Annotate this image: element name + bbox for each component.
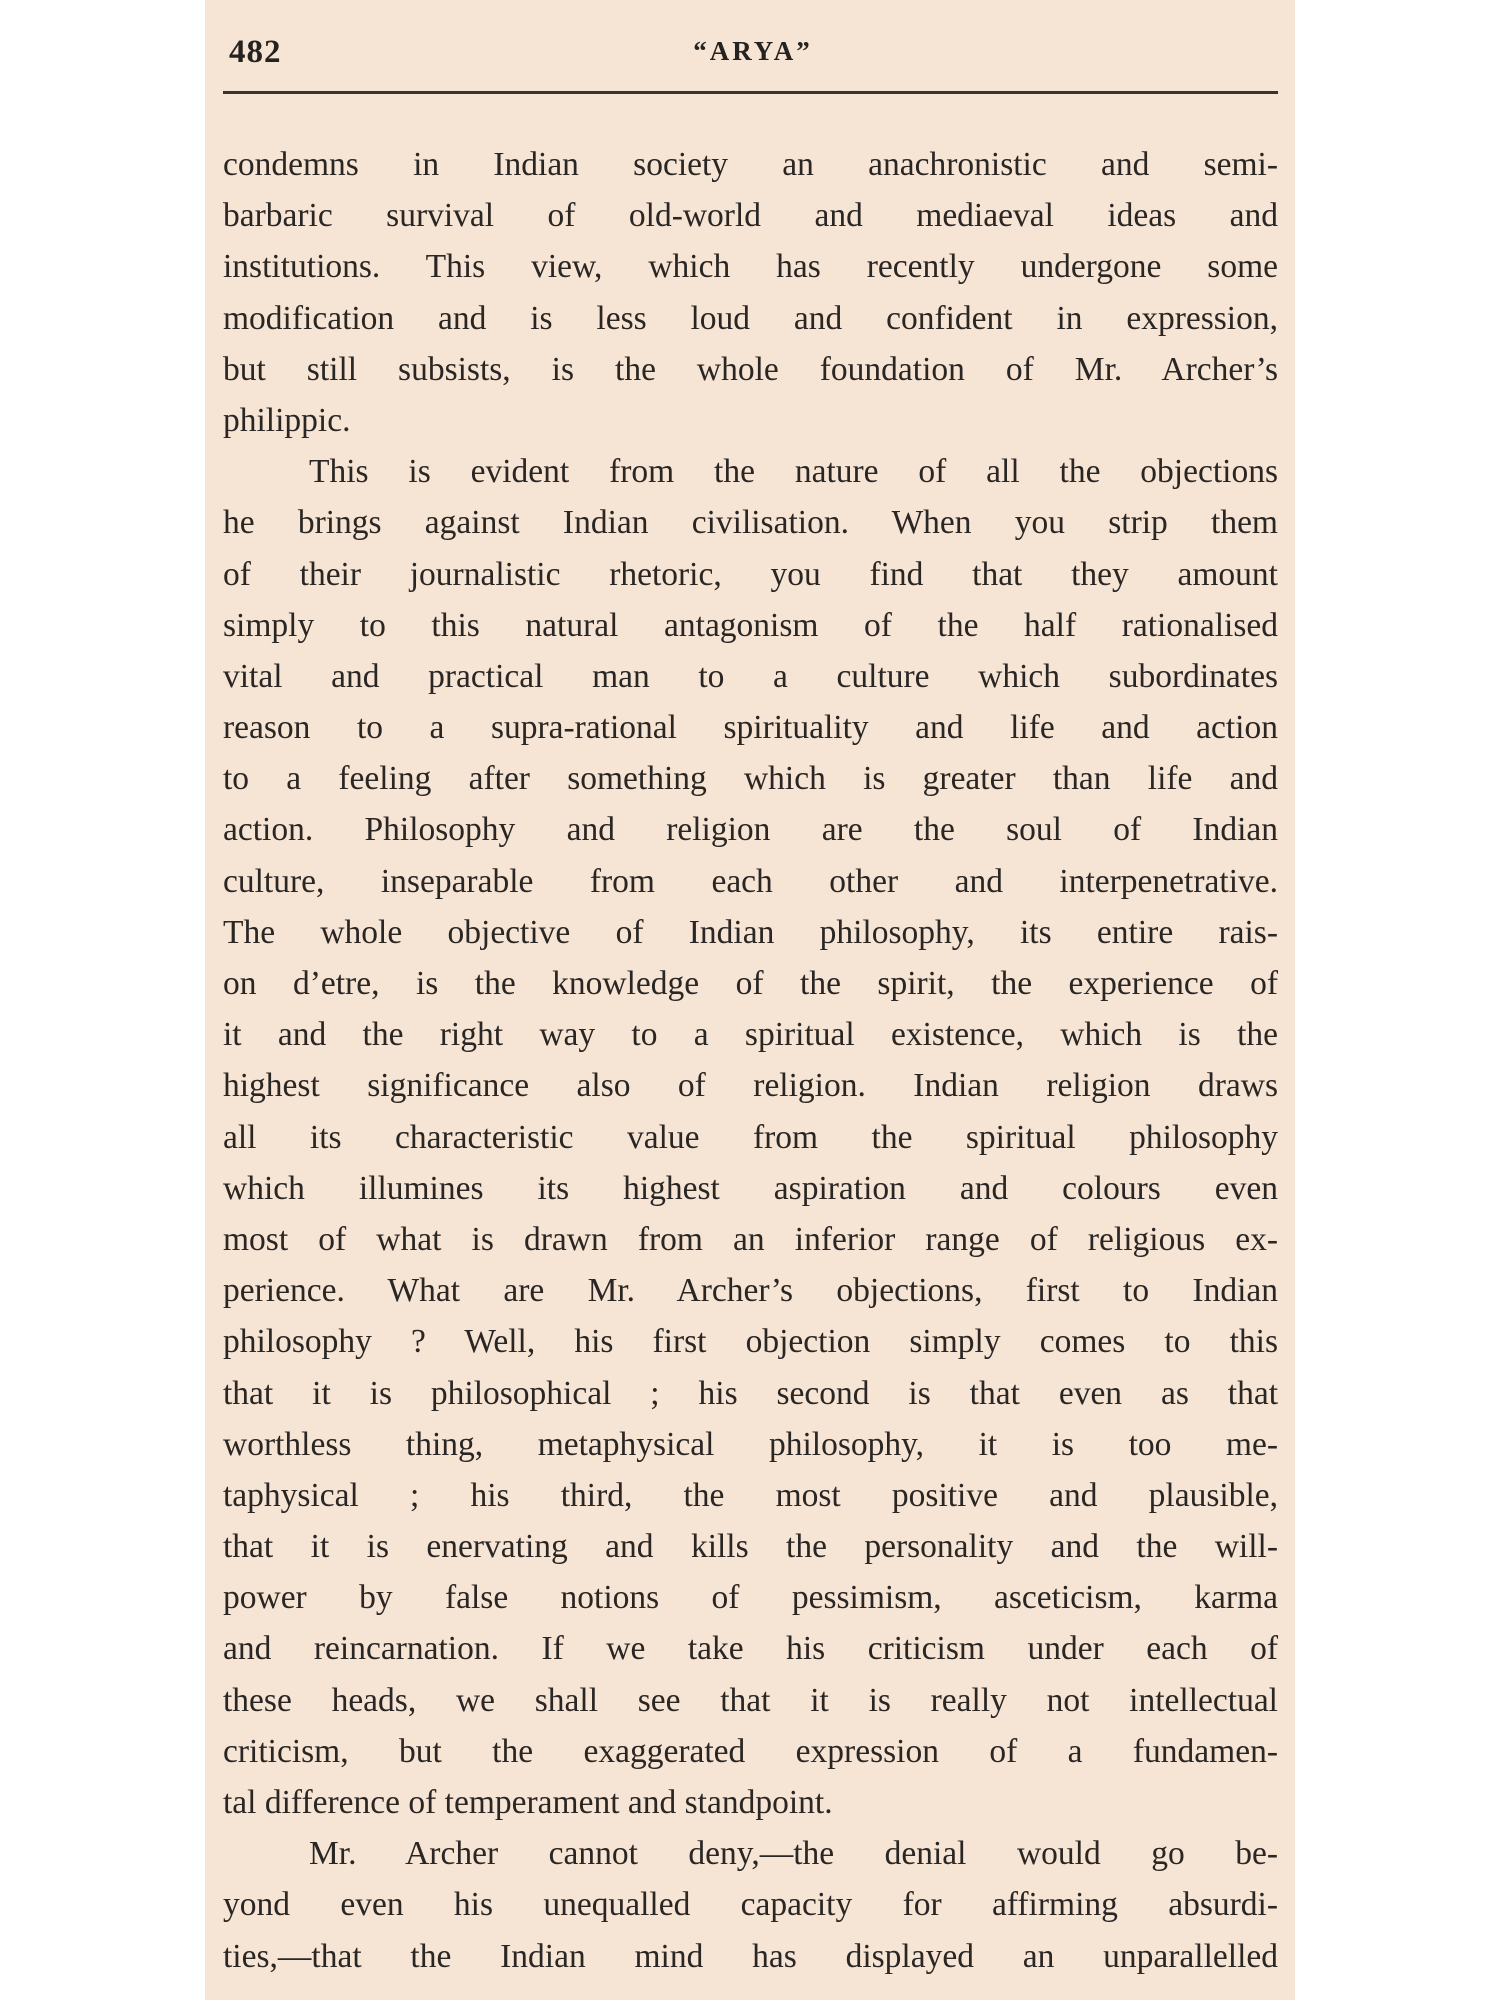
- book-page: [205, 0, 1295, 2000]
- text-line: criticism, but the exaggerated expression of a fundamen-: [223, 1732, 1278, 1770]
- text-line-indented: [223, 1828, 1278, 1879]
- text-line: reason to a supra-rational spirituality and life and action: [223, 709, 1278, 747]
- text-line: highest significance also of religion. Indian religion draws: [223, 1067, 1278, 1105]
- text-line: that it is enervating and kills the personality and the will-: [223, 1528, 1278, 1566]
- text-line: yond even his unequalled capacity for affirming absurdi-: [223, 1886, 1278, 1924]
- text-line: taphysical ; his third, the most positive and plausible,: [223, 1476, 1278, 1514]
- text-line: barbaric survival of old-world and mediaeval ideas and: [223, 197, 1278, 235]
- text-line: perience. What are Mr. Archer’s objections, first to Indian: [223, 1272, 1278, 1310]
- text-line: and reincarnation. If we take his criticism under each of: [223, 1630, 1278, 1668]
- text-line-content: This is evident from the nature of all the objections: [309, 453, 1278, 491]
- header-rule: [223, 91, 1278, 94]
- text-line: all its characteristic value from the spiritual philosophy: [223, 1118, 1278, 1156]
- text-line: philosophy ? Well, his first objection simply comes to this: [223, 1323, 1278, 1361]
- text-line: to a feeling after something which is greater than life and: [223, 760, 1278, 798]
- text-line: condemns in Indian society an anachronistic and semi-: [223, 146, 1278, 183]
- body-text: [223, 139, 1278, 1982]
- text-line: which illumines its highest aspiration and colours even: [223, 1169, 1278, 1207]
- text-line: on d’etre, is the knowledge of the spirit, the experience of: [223, 965, 1278, 1002]
- text-line: power by false notions of pessimism, asceticism, karma: [223, 1579, 1278, 1617]
- text-line: that it is philosophical ; his second is that even as that: [223, 1374, 1278, 1412]
- text-line: worthless thing, metaphysical philosophy, it is too me-: [223, 1425, 1278, 1463]
- text-line: simply to this natural antagonism of the half rationalised: [223, 606, 1278, 644]
- running-title: “ARYA”: [693, 36, 813, 66]
- text-line: most of what is drawn from an inferior range of religious ex-: [223, 1220, 1278, 1258]
- page-number: 482: [229, 34, 282, 70]
- text-line: tal difference of temperament and standpoint.: [223, 1784, 833, 1821]
- text-line-content: Mr. Archer cannot deny,—the denial would go be-: [309, 1835, 1278, 1873]
- text-line: The whole objective of Indian philosophy, its entire rais-: [223, 913, 1278, 951]
- text-line: he brings against Indian civilisation. When you strip them: [223, 504, 1278, 542]
- text-line: but still subsists, is the whole foundation of Mr. Archer’s: [223, 350, 1278, 388]
- text-line-indented: [223, 446, 1278, 497]
- text-line: culture, inseparable from each other and interpenetrative.: [223, 862, 1278, 900]
- text-line: it and the right way to a spiritual existence, which is the: [223, 1016, 1278, 1054]
- text-line: vital and practical man to a culture which subordinates: [223, 657, 1278, 695]
- text-line: of their journalistic rhetoric, you find that they amount: [223, 555, 1278, 593]
- page-header: [223, 30, 1283, 70]
- text-line: these heads, we shall see that it is really not intellectual: [223, 1681, 1278, 1719]
- text-line: philippic.: [223, 401, 351, 439]
- text-line: institutions. This view, which has recently undergone some: [223, 248, 1278, 286]
- text-line: modification and is less loud and confident in expression,: [223, 299, 1278, 337]
- text-line: action. Philosophy and religion are the soul of Indian: [223, 811, 1278, 849]
- text-line: ties,—that the Indian mind has displayed an unparallelled: [223, 1937, 1278, 1975]
